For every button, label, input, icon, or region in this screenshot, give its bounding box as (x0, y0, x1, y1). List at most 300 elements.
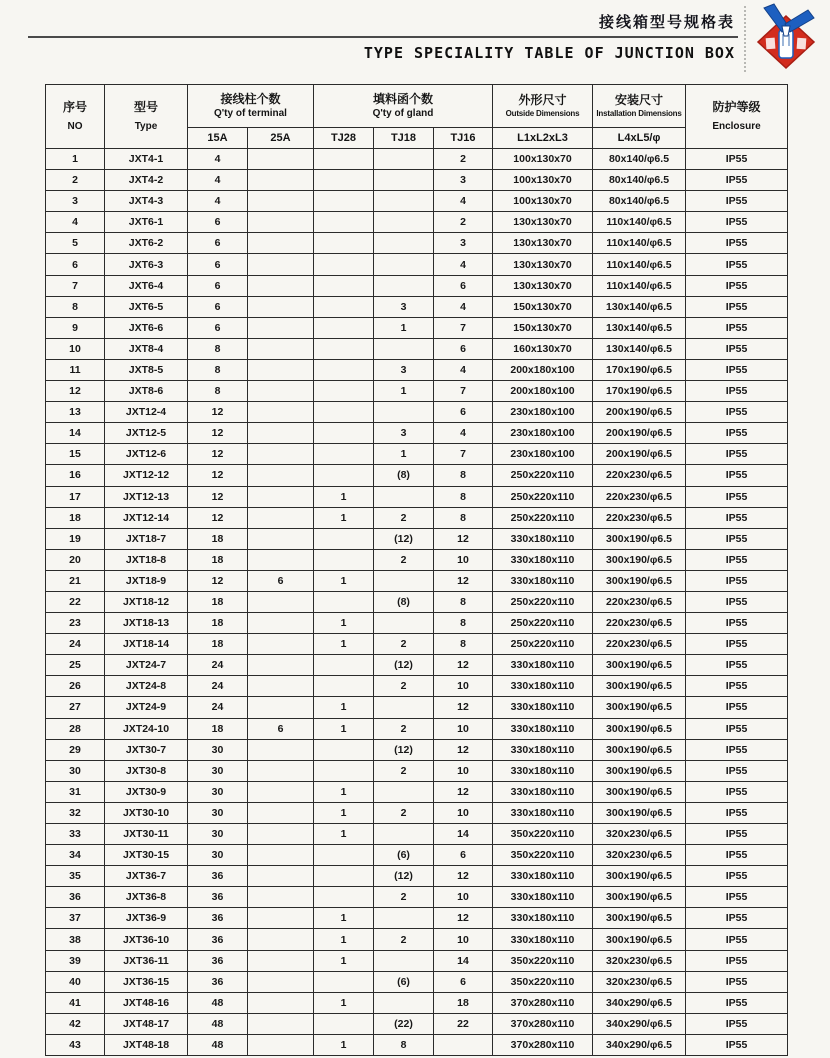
cell-installation-dimensions: 300x190/φ6.5 (593, 655, 686, 676)
cell-tj16: 22 (434, 1013, 493, 1034)
cell-enclosure: IP55 (686, 254, 788, 275)
table-row (46, 613, 788, 634)
cell-type: JXT24-9 (105, 697, 188, 718)
cell-outside-dimensions: 230x180x100 (493, 423, 593, 444)
col-header-no: 序号 NO (46, 85, 105, 149)
cell-15a: 18 (188, 528, 248, 549)
cell-tj28 (314, 359, 374, 380)
cell-tj16: 10 (434, 676, 493, 697)
cell-tj16: 8 (434, 465, 493, 486)
col-subheader-tj18: TJ18 (374, 128, 434, 149)
cell-tj28 (314, 402, 374, 423)
cell-installation-dimensions: 170x190/φ6.5 (593, 359, 686, 380)
table-row (46, 634, 788, 655)
cell-enclosure: IP55 (686, 739, 788, 760)
table-row (46, 275, 788, 296)
col-subheader-15a: 15A (188, 128, 248, 149)
cell-outside-dimensions: 350x220x110 (493, 971, 593, 992)
cell-enclosure: IP55 (686, 908, 788, 929)
cell-tj28 (314, 233, 374, 254)
cell-enclosure: IP55 (686, 486, 788, 507)
cell-25a (248, 739, 314, 760)
header-separator-line (744, 6, 746, 72)
cell-25a (248, 486, 314, 507)
cell-tj18 (374, 275, 434, 296)
cell-25a (248, 950, 314, 971)
cell-no: 42 (46, 1013, 105, 1034)
cell-no: 19 (46, 528, 105, 549)
cell-25a (248, 760, 314, 781)
cell-15a: 8 (188, 381, 248, 402)
cell-installation-dimensions: 300x190/φ6.5 (593, 697, 686, 718)
cell-outside-dimensions: 100x130x70 (493, 149, 593, 170)
cell-enclosure: IP55 (686, 676, 788, 697)
cell-tj28 (314, 275, 374, 296)
table-body (46, 149, 788, 1056)
cell-no: 31 (46, 781, 105, 802)
cell-15a: 24 (188, 697, 248, 718)
cell-outside-dimensions: 330x180x110 (493, 528, 593, 549)
table-row (46, 718, 788, 739)
cell-tj16: 12 (434, 697, 493, 718)
cell-enclosure: IP55 (686, 233, 788, 254)
cell-outside-dimensions: 330x180x110 (493, 802, 593, 823)
cell-no: 29 (46, 739, 105, 760)
cell-type: JXT30-8 (105, 760, 188, 781)
cell-enclosure: IP55 (686, 824, 788, 845)
cell-tj16: 12 (434, 866, 493, 887)
cell-installation-dimensions: 220x230/φ6.5 (593, 486, 686, 507)
cell-type: JXT30-11 (105, 824, 188, 845)
cell-no: 21 (46, 570, 105, 591)
cell-25a (248, 254, 314, 275)
cell-tj16: 3 (434, 170, 493, 191)
cell-outside-dimensions: 370x280x110 (493, 1013, 593, 1034)
cell-outside-dimensions: 330x180x110 (493, 676, 593, 697)
table-row (46, 212, 788, 233)
cell-tj28: 1 (314, 613, 374, 634)
cell-outside-dimensions: 250x220x110 (493, 591, 593, 612)
cell-15a: 4 (188, 191, 248, 212)
cell-type: JXT6-6 (105, 317, 188, 338)
cell-enclosure: IP55 (686, 1013, 788, 1034)
cell-tj16: 4 (434, 191, 493, 212)
table-row (46, 655, 788, 676)
cell-15a: 30 (188, 845, 248, 866)
cell-25a (248, 781, 314, 802)
cell-tj28 (314, 845, 374, 866)
cell-15a: 48 (188, 992, 248, 1013)
cell-tj18 (374, 824, 434, 845)
cell-tj18: 3 (374, 359, 434, 380)
cell-no: 36 (46, 887, 105, 908)
cell-enclosure: IP55 (686, 697, 788, 718)
cell-tj28: 1 (314, 908, 374, 929)
cell-installation-dimensions: 220x230/φ6.5 (593, 634, 686, 655)
table-row (46, 676, 788, 697)
cell-enclosure: IP55 (686, 465, 788, 486)
table-row (46, 971, 788, 992)
cell-tj18 (374, 212, 434, 233)
cell-tj18 (374, 233, 434, 254)
cell-tj28 (314, 296, 374, 317)
cell-no: 4 (46, 212, 105, 233)
cell-installation-dimensions: 300x190/φ6.5 (593, 866, 686, 887)
cell-15a: 36 (188, 929, 248, 950)
cell-outside-dimensions: 330x180x110 (493, 739, 593, 760)
cell-outside-dimensions: 250x220x110 (493, 486, 593, 507)
cell-installation-dimensions: 200x190/φ6.5 (593, 423, 686, 444)
cell-tj16: 6 (434, 402, 493, 423)
cell-tj18 (374, 697, 434, 718)
table-row (46, 570, 788, 591)
cell-enclosure: IP55 (686, 802, 788, 823)
cell-25a (248, 170, 314, 191)
cell-tj16: 8 (434, 613, 493, 634)
cell-tj18 (374, 338, 434, 359)
cell-tj16: 10 (434, 718, 493, 739)
cell-installation-dimensions: 320x230/φ6.5 (593, 824, 686, 845)
cell-outside-dimensions: 350x220x110 (493, 950, 593, 971)
cell-15a: 36 (188, 887, 248, 908)
cell-tj16: 3 (434, 233, 493, 254)
table-row (46, 929, 788, 950)
cell-15a: 30 (188, 781, 248, 802)
cell-25a (248, 613, 314, 634)
cell-installation-dimensions: 110x140/φ6.5 (593, 254, 686, 275)
cell-installation-dimensions: 340x290/φ6.5 (593, 1013, 686, 1034)
cell-type: JXT4-3 (105, 191, 188, 212)
cell-enclosure: IP55 (686, 655, 788, 676)
cell-tj18: (8) (374, 591, 434, 612)
cell-tj28 (314, 676, 374, 697)
cell-enclosure: IP55 (686, 507, 788, 528)
cell-tj16 (434, 1034, 493, 1055)
cell-no: 1 (46, 149, 105, 170)
cell-tj18: 2 (374, 718, 434, 739)
cell-tj18: (22) (374, 1013, 434, 1034)
cell-installation-dimensions: 200x190/φ6.5 (593, 444, 686, 465)
col-header-gland-group: 填料函个数 Q'ty of gland (314, 85, 493, 128)
cell-tj18 (374, 613, 434, 634)
col-header-type: 型号 Type (105, 85, 188, 149)
cell-type: JXT18-14 (105, 634, 188, 655)
cell-no: 25 (46, 655, 105, 676)
cell-tj16: 12 (434, 739, 493, 760)
cell-outside-dimensions: 330x180x110 (493, 718, 593, 739)
cell-tj18: 1 (374, 381, 434, 402)
cell-tj18 (374, 170, 434, 191)
cell-outside-dimensions: 200x180x100 (493, 381, 593, 402)
cell-installation-dimensions: 80x140/φ6.5 (593, 170, 686, 191)
cell-tj28: 1 (314, 992, 374, 1013)
col-subheader-l4xl5: L4xL5/φ (593, 128, 686, 149)
cell-outside-dimensions: 130x130x70 (493, 254, 593, 275)
cell-tj28: 1 (314, 697, 374, 718)
cell-15a: 48 (188, 1013, 248, 1034)
table-row (46, 781, 788, 802)
table-row (46, 338, 788, 359)
cell-15a: 4 (188, 149, 248, 170)
cell-no: 38 (46, 929, 105, 950)
cell-25a (248, 528, 314, 549)
cell-outside-dimensions: 370x280x110 (493, 1034, 593, 1055)
cell-tj16: 14 (434, 950, 493, 971)
cell-installation-dimensions: 170x190/φ6.5 (593, 381, 686, 402)
cell-15a: 18 (188, 591, 248, 612)
cell-tj16: 7 (434, 317, 493, 338)
cell-type: JXT24-8 (105, 676, 188, 697)
table-row (46, 845, 788, 866)
table-row (46, 296, 788, 317)
table-row (46, 887, 788, 908)
cell-tj16: 2 (434, 212, 493, 233)
cell-tj16: 2 (434, 149, 493, 170)
cell-25a (248, 212, 314, 233)
cell-installation-dimensions: 300x190/φ6.5 (593, 908, 686, 929)
cell-installation-dimensions: 300x190/φ6.5 (593, 802, 686, 823)
cell-tj18: 3 (374, 423, 434, 444)
cell-type: JXT36-11 (105, 950, 188, 971)
cell-tj28 (314, 423, 374, 444)
cell-installation-dimensions: 300x190/φ6.5 (593, 781, 686, 802)
cell-25a (248, 233, 314, 254)
cell-tj16: 12 (434, 781, 493, 802)
cell-type: JXT30-9 (105, 781, 188, 802)
cell-outside-dimensions: 330x180x110 (493, 781, 593, 802)
cell-type: JXT8-6 (105, 381, 188, 402)
cell-type: JXT18-13 (105, 613, 188, 634)
cell-tj28 (314, 465, 374, 486)
cell-tj16: 8 (434, 591, 493, 612)
cell-outside-dimensions: 370x280x110 (493, 992, 593, 1013)
cell-type: JXT6-3 (105, 254, 188, 275)
col-subheader-tj28: TJ28 (314, 128, 374, 149)
cell-tj16: 10 (434, 887, 493, 908)
cell-type: JXT24-7 (105, 655, 188, 676)
cell-no: 30 (46, 760, 105, 781)
cell-15a: 6 (188, 212, 248, 233)
cell-no: 24 (46, 634, 105, 655)
cell-enclosure: IP55 (686, 1034, 788, 1055)
cell-tj28: 1 (314, 802, 374, 823)
cell-tj16: 4 (434, 296, 493, 317)
cell-25a (248, 359, 314, 380)
cell-tj18: 8 (374, 1034, 434, 1055)
cell-tj16: 12 (434, 570, 493, 591)
cell-enclosure: IP55 (686, 718, 788, 739)
cell-outside-dimensions: 250x220x110 (493, 613, 593, 634)
cell-tj28: 1 (314, 507, 374, 528)
cell-25a (248, 1034, 314, 1055)
cell-outside-dimensions: 160x130x70 (493, 338, 593, 359)
cell-25a (248, 591, 314, 612)
cell-outside-dimensions: 230x180x100 (493, 402, 593, 423)
cell-type: JXT36-9 (105, 908, 188, 929)
cell-enclosure: IP55 (686, 929, 788, 950)
cell-no: 20 (46, 549, 105, 570)
cell-tj28: 1 (314, 718, 374, 739)
cell-outside-dimensions: 330x180x110 (493, 887, 593, 908)
cell-25a (248, 444, 314, 465)
cell-enclosure: IP55 (686, 613, 788, 634)
cell-tj28: 1 (314, 824, 374, 845)
cell-25a (248, 338, 314, 359)
cell-no: 11 (46, 359, 105, 380)
table-row (46, 423, 788, 444)
cell-outside-dimensions: 150x130x70 (493, 296, 593, 317)
cell-tj16: 12 (434, 908, 493, 929)
cell-outside-dimensions: 330x180x110 (493, 549, 593, 570)
cell-tj16: 4 (434, 254, 493, 275)
cell-25a (248, 887, 314, 908)
table-row (46, 697, 788, 718)
cell-no: 33 (46, 824, 105, 845)
cell-15a: 12 (188, 486, 248, 507)
cell-outside-dimensions: 330x180x110 (493, 866, 593, 887)
cell-type: JXT18-8 (105, 549, 188, 570)
table-row (46, 908, 788, 929)
cell-enclosure: IP55 (686, 275, 788, 296)
cell-type: JXT36-15 (105, 971, 188, 992)
cell-installation-dimensions: 300x190/φ6.5 (593, 929, 686, 950)
cell-15a: 12 (188, 570, 248, 591)
cell-outside-dimensions: 350x220x110 (493, 824, 593, 845)
cell-type: JXT18-9 (105, 570, 188, 591)
table-row (46, 465, 788, 486)
cell-25a (248, 275, 314, 296)
cell-no: 13 (46, 402, 105, 423)
cell-15a: 36 (188, 908, 248, 929)
cell-outside-dimensions: 250x220x110 (493, 465, 593, 486)
cell-15a: 36 (188, 866, 248, 887)
table-row (46, 444, 788, 465)
cell-no: 10 (46, 338, 105, 359)
cell-outside-dimensions: 350x220x110 (493, 845, 593, 866)
cell-tj28: 1 (314, 486, 374, 507)
cell-tj28: 1 (314, 781, 374, 802)
cell-15a: 6 (188, 233, 248, 254)
cell-type: JXT48-16 (105, 992, 188, 1013)
cell-tj28 (314, 1013, 374, 1034)
cell-tj28 (314, 149, 374, 170)
cell-installation-dimensions: 110x140/φ6.5 (593, 212, 686, 233)
table-row (46, 950, 788, 971)
cell-15a: 12 (188, 423, 248, 444)
table-row (46, 549, 788, 570)
cell-outside-dimensions: 100x130x70 (493, 170, 593, 191)
cell-installation-dimensions: 220x230/φ6.5 (593, 507, 686, 528)
cell-15a: 24 (188, 655, 248, 676)
cell-tj16: 12 (434, 655, 493, 676)
cell-tj28 (314, 887, 374, 908)
cell-installation-dimensions: 220x230/φ6.5 (593, 465, 686, 486)
cell-enclosure: IP55 (686, 359, 788, 380)
cell-25a (248, 992, 314, 1013)
cell-no: 23 (46, 613, 105, 634)
cell-15a: 18 (188, 549, 248, 570)
cell-tj16: 4 (434, 359, 493, 380)
cell-no: 5 (46, 233, 105, 254)
cell-tj28 (314, 760, 374, 781)
cell-installation-dimensions: 300x190/φ6.5 (593, 718, 686, 739)
cell-enclosure: IP55 (686, 191, 788, 212)
cell-tj28 (314, 317, 374, 338)
cell-type: JXT24-10 (105, 718, 188, 739)
cell-installation-dimensions: 220x230/φ6.5 (593, 591, 686, 612)
table-row (46, 802, 788, 823)
cell-installation-dimensions: 320x230/φ6.5 (593, 971, 686, 992)
cell-type: JXT30-7 (105, 739, 188, 760)
cell-no: 6 (46, 254, 105, 275)
cell-25a: 6 (248, 718, 314, 739)
cell-tj16: 8 (434, 634, 493, 655)
cell-15a: 18 (188, 634, 248, 655)
cell-type: JXT8-4 (105, 338, 188, 359)
cell-enclosure: IP55 (686, 866, 788, 887)
cell-no: 28 (46, 718, 105, 739)
cell-tj18: (6) (374, 971, 434, 992)
cell-type: JXT8-5 (105, 359, 188, 380)
col-header-enclosure: 防护等级 Enclosure (686, 85, 788, 149)
cell-type: JXT12-13 (105, 486, 188, 507)
cell-tj28: 1 (314, 950, 374, 971)
cell-enclosure: IP55 (686, 170, 788, 191)
cell-tj18 (374, 570, 434, 591)
cell-outside-dimensions: 330x180x110 (493, 908, 593, 929)
cell-enclosure: IP55 (686, 781, 788, 802)
cell-tj18: 1 (374, 317, 434, 338)
cell-25a (248, 296, 314, 317)
cell-15a: 36 (188, 971, 248, 992)
cell-tj16: 8 (434, 507, 493, 528)
cell-no: 39 (46, 950, 105, 971)
table-row (46, 591, 788, 612)
cell-type: JXT6-4 (105, 275, 188, 296)
cell-tj18: 2 (374, 507, 434, 528)
cell-25a (248, 634, 314, 655)
cell-tj18: 2 (374, 802, 434, 823)
cell-installation-dimensions: 300x190/φ6.5 (593, 676, 686, 697)
cell-tj16: 4 (434, 423, 493, 444)
cell-no: 43 (46, 1034, 105, 1055)
cell-tj16: 10 (434, 929, 493, 950)
cell-no: 22 (46, 591, 105, 612)
cell-tj18: (6) (374, 845, 434, 866)
cell-15a: 6 (188, 275, 248, 296)
cell-tj28 (314, 254, 374, 275)
cell-tj18: (12) (374, 528, 434, 549)
cell-25a (248, 507, 314, 528)
table-row (46, 992, 788, 1013)
cell-15a: 48 (188, 1034, 248, 1055)
cell-no: 34 (46, 845, 105, 866)
cell-15a: 18 (188, 718, 248, 739)
cell-type: JXT12-12 (105, 465, 188, 486)
cell-tj18: 2 (374, 760, 434, 781)
cell-outside-dimensions: 230x180x100 (493, 444, 593, 465)
cell-tj18: 2 (374, 549, 434, 570)
cell-25a: 6 (248, 570, 314, 591)
cell-tj18: 2 (374, 887, 434, 908)
cell-15a: 8 (188, 338, 248, 359)
table-row (46, 760, 788, 781)
table-row (46, 191, 788, 212)
cell-type: JXT18-12 (105, 591, 188, 612)
cell-tj18 (374, 992, 434, 1013)
col-header-terminal-group: 接线柱个数 Q'ty of terminal (188, 85, 314, 128)
cell-tj16: 6 (434, 845, 493, 866)
